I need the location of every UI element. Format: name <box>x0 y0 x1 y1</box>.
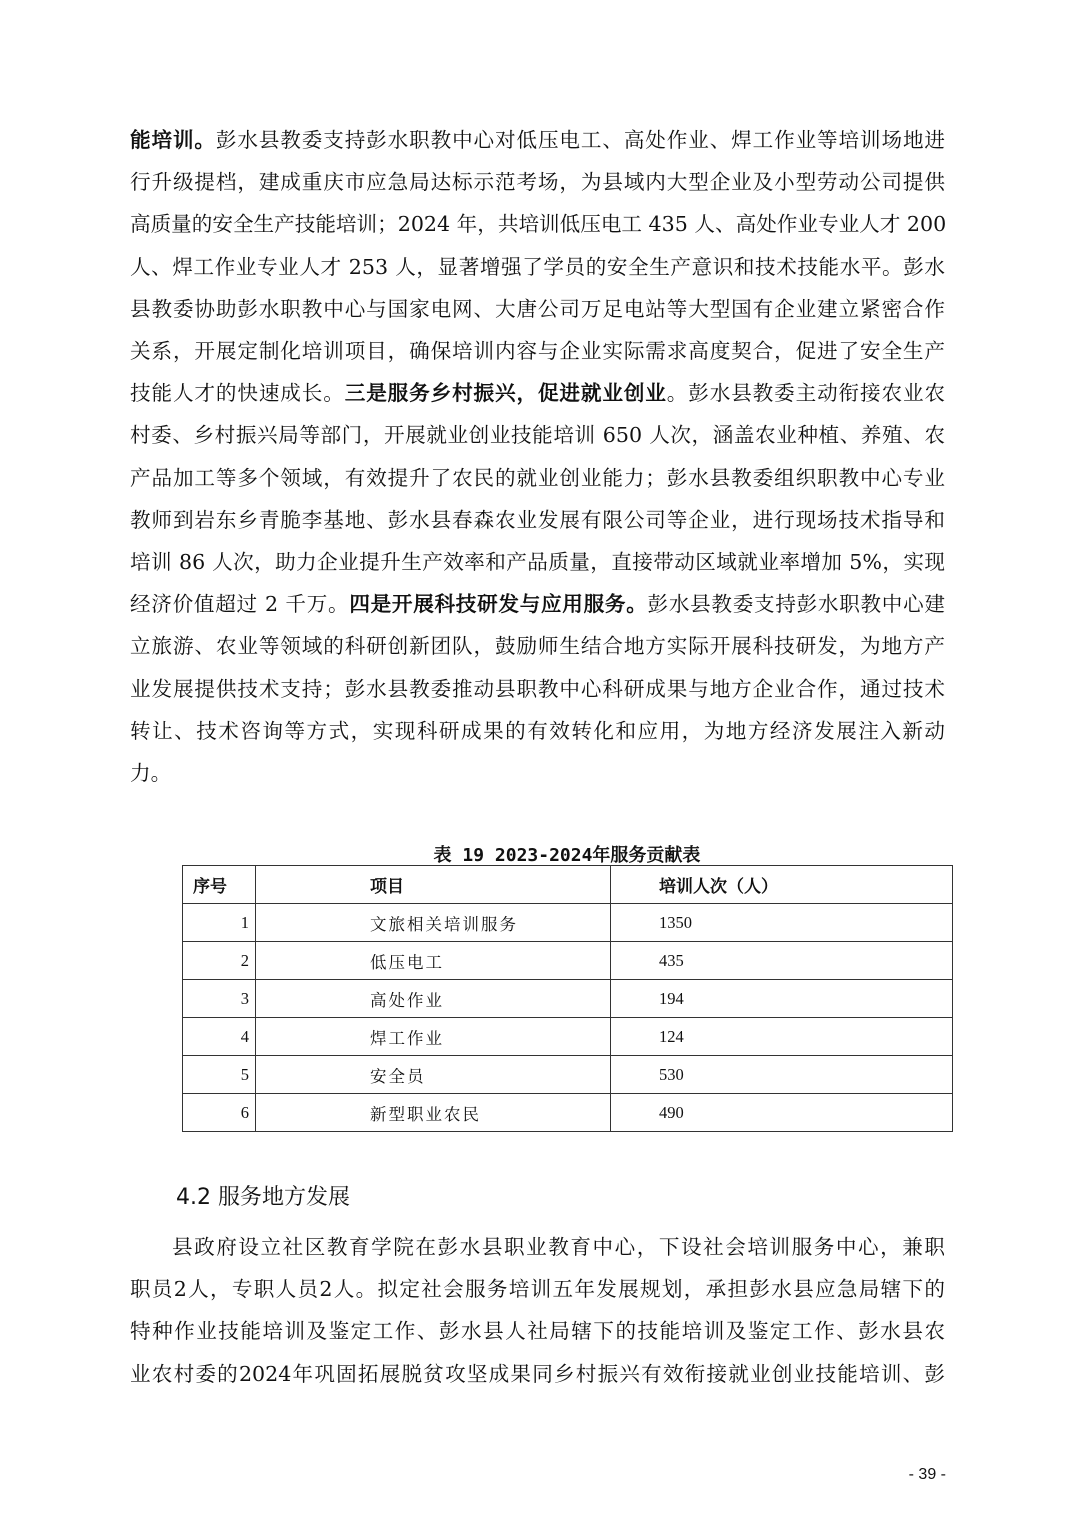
text-segment: 产品加工等多个领域，有效提升了农民的就业创业能力；彭水县教委组织职教中心专业 <box>130 465 945 490</box>
text-segment: 立旅游、农业等领域的科研创新团队，鼓励师生结合地方实际开展科技研发，为地方产 <box>130 634 945 659</box>
table-body <box>183 904 953 1132</box>
bold-text-segment: 四是开展科技研发与应用服务。 <box>349 592 648 617</box>
row-index: 4 <box>183 1018 256 1056</box>
bold-text-segment: 三是服务乡村振兴，促进就业创业 <box>344 381 667 406</box>
row-index: 3 <box>183 980 256 1018</box>
table-row <box>183 980 953 1018</box>
text-segment: 经济价值超过 2 千万。 <box>130 592 350 617</box>
text-line: 职员2人，专职人员2人。拟定社会服务培训五年发展规划，承担彭水县应急局辖下的 <box>130 1277 945 1302</box>
row-count: 1350 <box>611 904 953 942</box>
row-index: 1 <box>183 904 256 942</box>
table-row <box>183 1018 953 1056</box>
text-line <box>130 372 945 414</box>
body-paragraph-1 <box>130 119 945 794</box>
table-row <box>183 1094 953 1132</box>
text-segment: 力。 <box>130 761 172 786</box>
bold-text-segment: 能培训。 <box>130 128 216 152</box>
row-item: 低压电工 <box>256 942 611 980</box>
row-count: 194 <box>611 980 953 1018</box>
body-paragraph-2 <box>130 1226 945 1395</box>
text-line <box>130 625 945 667</box>
header-index: 序号 <box>183 866 256 904</box>
text-segment: 教师到岩东乡青脆李基地、彭水县春森农业发展有限公司等企业，进行现场技术指导和 <box>130 507 945 532</box>
text-segment: 人、焊工作业专业人才 253 人，显著增强了学员的安全生产意识和技术技能水平。彭水 <box>130 254 945 279</box>
text-line <box>130 288 945 330</box>
text-line <box>130 668 945 710</box>
row-count: 124 <box>611 1018 953 1056</box>
text-line <box>130 119 945 161</box>
text-segment: 村委、乡村振兴局等部门，开展就业创业技能培训 650 人次，涵盖农业种植、养殖、农 <box>130 423 945 448</box>
table-caption: 表 19 2023-2024年服务贡献表 <box>433 845 701 866</box>
row-index: 5 <box>183 1056 256 1094</box>
text-line <box>130 541 945 583</box>
text-line <box>130 414 945 456</box>
row-item: 焊工作业 <box>256 1018 611 1056</box>
text-line <box>130 203 945 245</box>
row-item: 新型职业农民 <box>256 1094 611 1132</box>
text-segment: 高质量的安全生产技能培训；2024 年，共培训低压电工 435 人、高处作业专业人才 200 <box>130 212 947 237</box>
row-count: 490 <box>611 1094 953 1132</box>
text-line: 县政府设立社区教育学院在彭水县职业教育中心，下设社会培训服务中心，兼职 <box>172 1235 945 1259</box>
text-segment: 转让、技术咨询等方式，实现科研成果的有效转化和应用，为地方经济发展注入新动 <box>130 718 945 743</box>
text-segment: 业发展提供技术支持；彭水县教委推动县职教中心科研成果与地方企业合作，通过技术 <box>130 676 945 701</box>
text-segment: 县教委协助彭水职教中心与国家电网、大唐公司万足电站等大型国有企业建立紧密合作 <box>130 296 945 321</box>
text-segment: 行升级提档，建成重庆市应急局达标示范考场，为县域内大型企业及小型劳动公司提供 <box>130 170 945 195</box>
row-index: 2 <box>183 942 256 980</box>
text-segment: 。彭水县教委主动衔接农业农 <box>666 381 946 406</box>
header-count: 培训人次（人） <box>611 866 953 904</box>
text-line <box>130 246 945 288</box>
section-heading: 4.2 服务地方发展 <box>176 1185 350 1210</box>
text-line <box>130 752 945 794</box>
text-line <box>130 499 945 541</box>
text-line <box>130 161 945 203</box>
text-line <box>130 457 945 499</box>
text-segment: 彭水县教委支持彭水职教中心对低压电工、高处作业、焊工作业等培训场地进 <box>215 128 946 152</box>
text-line <box>130 330 945 372</box>
row-item: 安全员 <box>256 1056 611 1094</box>
table-header-row <box>183 866 953 904</box>
text-segment: 培训 86 人次，助力企业提升生产效率和产品质量，直接带动区域就业率增加 5%，实现 <box>130 550 945 575</box>
row-count: 435 <box>611 942 953 980</box>
page-number: - 39 - <box>908 1466 946 1483</box>
text-line <box>130 583 945 625</box>
text-segment: 技能人才的快速成长。 <box>130 381 345 406</box>
text-line: 特种作业技能培训及鉴定工作、彭水县人社局辖下的技能培训及鉴定工作、彭水县农 <box>130 1319 945 1344</box>
table-row <box>183 942 953 980</box>
text-line <box>130 710 945 752</box>
table-row <box>183 904 953 942</box>
row-index: 6 <box>183 1094 256 1132</box>
text-line: 业农村委的2024年巩固拓展脱贫攻坚成果同乡村振兴有效衔接就业创业技能培训、彭 <box>130 1361 945 1386</box>
text-segment: 彭水县教委支持彭水职教中心建 <box>647 592 946 617</box>
row-item: 高处作业 <box>256 980 611 1018</box>
row-count: 530 <box>611 1056 953 1094</box>
row-item: 文旅相关培训服务 <box>256 904 611 942</box>
header-item: 项目 <box>256 866 611 904</box>
service-contribution-table <box>182 865 953 1132</box>
text-segment: 关系，开展定制化培训项目，确保培训内容与企业实际需求高度契合，促进了安全生产 <box>130 339 945 364</box>
table-row <box>183 1056 953 1094</box>
